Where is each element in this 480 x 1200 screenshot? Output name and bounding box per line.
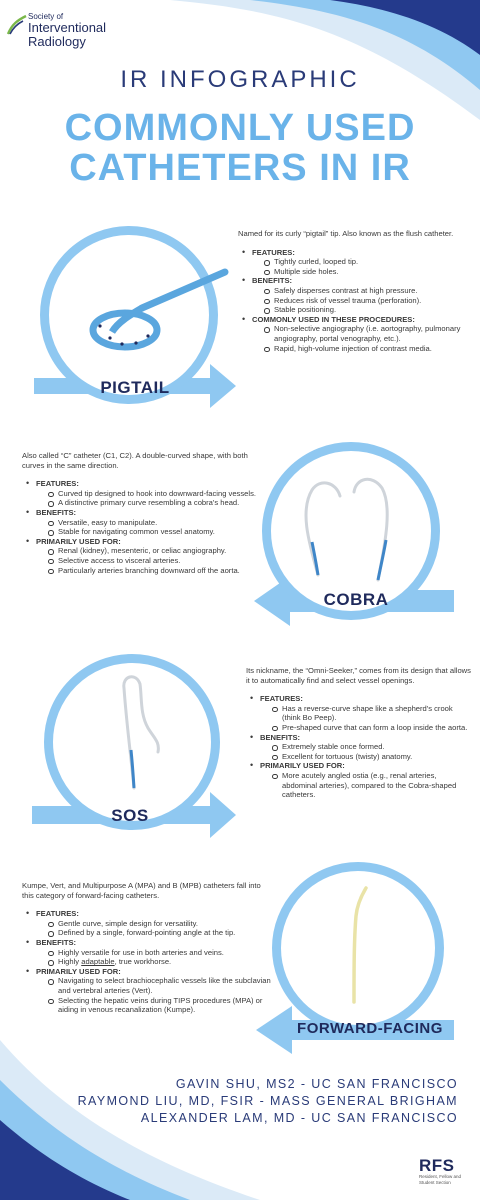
sos-uses: • PRIMARILY USED FOR: More acutely angled ostia (e.g., renal arteries, abdominal arteries), compared to the Cobra-shaped catheters. <box>246 761 472 799</box>
cobra-benefits: • BENEFITS: Versatile, easy to manipulate. Stable for navigating common vessel anatomy. <box>22 508 258 537</box>
cobra-uses: • PRIMARILY USED FOR: Renal (kidney), mesenteric, or celiac angiography. Selective access to visceral arteries. Particularly arteries branching downward off the aorta. <box>22 537 258 575</box>
forward-text <box>22 881 272 1015</box>
forward-benefits: • BENEFITS: Highly versatile for use in both arteries and veins. Highly adaptable, true workhorse. <box>22 938 272 967</box>
list-item: Multiple side holes. <box>264 267 468 277</box>
page-title <box>0 108 480 188</box>
authors <box>78 1076 458 1127</box>
forward-features: • FEATURES: Gentle curve, simple design for versatility. Defined by a single, forward-pointing angle at the tip. <box>22 909 272 938</box>
cobra-features: • FEATURES: Curved tip designed to hook into downward-facing vessels. A distinctive primary curve resembling a cobra's head. <box>22 479 258 508</box>
list-item: Navigating to select brachiocephalic vessels like the subclavian and vertebral arteries (Vert). <box>48 976 272 995</box>
sos-intro: Its nickname, the “Omni-Seeker,” comes from its design that allows it to automatically find and select vessel openings. <box>246 666 471 685</box>
list-item: Versatile, easy to manipulate. <box>48 518 258 528</box>
sos-text <box>246 666 472 800</box>
pigtail-catheter-image <box>70 260 230 360</box>
sos-label: SOS <box>111 806 149 825</box>
cobra-text <box>22 451 258 575</box>
list-item: More acutely angled ostia (e.g., renal arteries, abdominal arteries), compared to the Cobra-shaped catheters. <box>272 771 472 800</box>
author-2: RAYMOND LIU, MD, FSIR - MASS GENERAL BRIGHAM <box>77 1094 458 1108</box>
list-item: Selecting the hepatic veins during TIPS procedures (MPA) or aiding in venous recanalization (Kumpe). <box>48 996 272 1015</box>
cobra-intro: Also called “C” catheter (C1, C2). A double-curved shape, with both curves in the same direction. <box>22 451 248 470</box>
list-item: Pre-shaped curve that can form a loop inside the aorta. <box>272 723 472 733</box>
list-item: Particularly arteries branching downward off the aorta. <box>48 566 258 576</box>
adaptable-word: adaptable <box>81 957 115 967</box>
logo-line2: Interventional <box>28 20 107 35</box>
forward-uses: • PRIMARILY USED FOR: Navigating to select brachiocephalic vessels like the subclavian and vertebral arteries (Vert). Selecting the hepatic veins during TIPS procedures (MPA) or aiding in venous recanalization (Kumpe). <box>22 967 272 1015</box>
pigtail-text <box>238 229 468 353</box>
cobra-catheter-image <box>290 470 410 590</box>
list-item: Tightly curled, looped tip. <box>264 257 468 267</box>
list-item: Has a reverse-curve shape like a shepherd's crook (think Bo Peep). <box>272 704 472 723</box>
pigtail-features: • FEATURES: Tightly curled, looped tip. Multiple side holes. <box>238 248 468 277</box>
rfs-line1: Resident, Fellow and <box>419 1174 462 1179</box>
list-item: Reduces risk of vessel trauma (perforation). <box>264 296 468 306</box>
list-item: Non-selective angiography (i.e. aortography, pulmonary angiography, portal venography, etc.). <box>264 324 468 343</box>
sir-logo <box>6 8 116 52</box>
forward-catheter-image <box>330 880 390 1010</box>
list-item: Stable for navigating common vessel anatomy. <box>48 527 258 537</box>
rfs-line2: Student Section <box>419 1179 451 1185</box>
list-item: Curved tip designed to hook into downward-facing vessels. <box>48 489 258 499</box>
rfs-logo <box>419 1157 461 1185</box>
title-line2: CATHETERS IN IR <box>69 147 411 189</box>
list-item: A distinctive primary curve resembling a cobra's head. <box>48 498 258 508</box>
cobra-label: COBRA <box>323 590 389 609</box>
title-line1: COMMONLY USED <box>64 107 416 149</box>
pigtail-benefits: • BENEFITS: Safely disperses contrast at high pressure. Reduces risk of vessel trauma (perforation). Stable positioning. <box>238 276 468 314</box>
list-item: Renal (kidney), mesenteric, or celiac angiography. <box>48 546 258 556</box>
pigtail-uses: • COMMONLY USED IN THESE PROCEDURES: Non-selective angiography (i.e. aortography, pulmonary angiography, portal venography, etc.). Rapid, high-volume injection of contrast media. <box>238 315 468 353</box>
list-item: Defined by a single, forward-pointing angle at the tip. <box>48 928 272 938</box>
list-item: Selective access to visceral arteries. <box>48 556 258 566</box>
author-3: ALEXANDER LAM, MD - UC SAN FRANCISCO <box>140 1111 458 1125</box>
pigtail-label: PIGTAIL <box>100 378 170 397</box>
list-item: Safely disperses contrast at high pressure. <box>264 286 468 296</box>
list-item: Stable positioning. <box>264 305 468 315</box>
author-1: GAVIN SHU, MS2 - UC SAN FRANCISCO <box>175 1077 458 1091</box>
rfs-abbr: RFS <box>419 1156 455 1175</box>
list-item: Gentle curve, simple design for versatility. <box>48 919 272 929</box>
list-item: Highly adaptable, true workhorse. <box>48 957 272 967</box>
list-item: Extremely stable once formed. <box>272 742 472 752</box>
list-item: Highly versatile for use in both arteries and veins. <box>48 948 272 958</box>
pigtail-intro: Named for its curly “pigtail” tip. Also known as the flush catheter. <box>238 229 454 238</box>
sos-benefits: • BENEFITS: Extremely stable once formed. Excellent for tortuous (twisty) anatomy. <box>246 733 472 762</box>
sos-catheter-image <box>100 668 180 798</box>
logo-line1: Society of <box>28 12 64 21</box>
forward-intro: Kumpe, Vert, and Multipurpose A (MPA) and B (MPB) catheters fall into this category of forward-facing catheters. <box>22 881 261 900</box>
eyebrow-heading: IR INFOGRAPHIC <box>120 66 360 93</box>
forward-label: FORWARD-FACING <box>297 1020 443 1037</box>
list-item: Excellent for tortuous (twisty) anatomy. <box>272 752 472 762</box>
sos-features: • FEATURES: Has a reverse-curve shape like a shepherd's crook (think Bo Peep). Pre-shaped curve that can form a loop inside the aorta. <box>246 694 472 732</box>
list-item: Rapid, high-volume injection of contrast media. <box>264 344 468 354</box>
logo-line3: Radiology <box>28 33 86 49</box>
